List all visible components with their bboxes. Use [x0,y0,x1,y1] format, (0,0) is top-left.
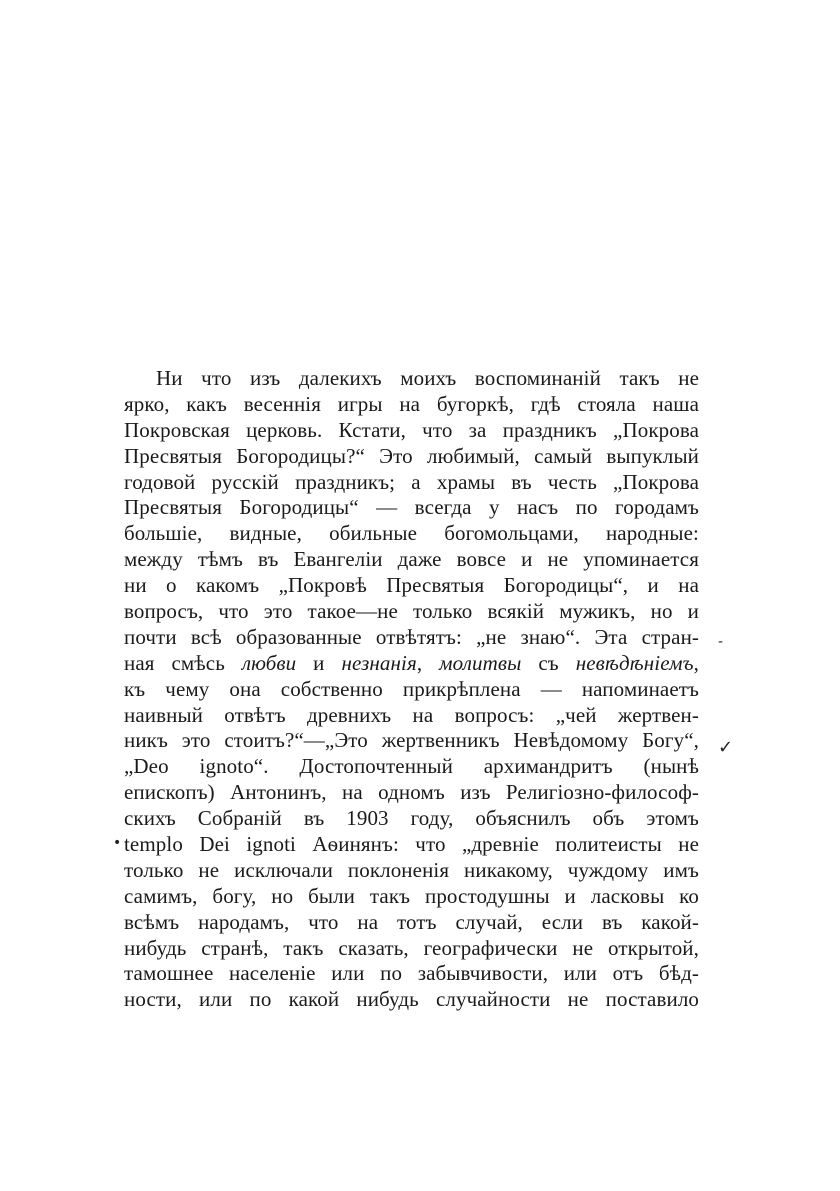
text-run: , [693,650,699,675]
text-line [124,444,699,470]
text-run: , [416,650,440,675]
text-line [124,936,699,962]
text-line [124,392,699,418]
text-run: наивный отвѣтъ древнихъ на вопросъ: „чей жертвен- [124,702,699,727]
text-line [124,599,699,625]
text-line [124,470,699,496]
text-line [124,521,699,547]
text-run: почти всѣ образованные отвѣтятъ: „не знаю“. Эта стран- [124,624,699,649]
text-line [124,754,699,780]
text-line [124,858,699,884]
text-run: большіе, видные, обильные богомольцами, народные: [124,521,699,546]
text-run: самимъ, богу, но были такъ простодушны и ласковы ко [124,883,699,908]
text-run: ности, или по какой нибудь случайности не поставило [124,987,699,1012]
text-line [124,884,699,910]
text-run: ная смѣсь [124,650,242,675]
text-run: скихъ Собраній въ 1903 году, объяснилъ объ этомъ [124,806,699,831]
text-run: Ни что изъ далекихъ моихъ воспоминаній такъ не [156,366,699,390]
text-run: ярко, какъ весеннія игры на бугоркѣ, гдѣ стояла наша [124,391,699,416]
text-line [124,703,699,729]
text-line [124,625,699,651]
text-run: „Deo ignoto“. Достопочтенный архимандритъ (нынѣ [124,754,699,779]
text-line [124,366,699,392]
text-run: templo Dei ignoti Аѳинянъ: что „древніе политеисты не [124,832,699,857]
body-text [124,366,699,1013]
text-line [124,780,699,806]
text-line [124,547,699,573]
text-run: годовой русскій праздникъ; а храмы въ честь „Покрова [124,469,699,494]
text-run: нибудь странѣ, такъ сказать, географически не открытой, [124,935,699,960]
text-line [124,961,699,987]
text-run: Покровская церковь. Кстати, что за праздникъ „Покрова [124,417,699,442]
text-run: съ [521,650,576,675]
italic-phrase: незнанія [341,650,417,675]
text-line [124,910,699,936]
text-line [124,987,699,1013]
italic-phrase: молитвы [439,650,522,675]
margin-mark: - [718,634,724,650]
margin-check-mark: ✓ [718,737,734,758]
text-run: къ чему она собственно прикрѣплена — напоминаетъ [124,676,699,701]
text-line [124,728,699,754]
margin-dot-mark: • [113,835,122,851]
text-run: всѣмъ народамъ, что на тотъ случай, если въ какой- [124,909,699,934]
text-run: только не исключали поклоненія никакому, чуждому имъ [124,857,699,882]
text-line [124,573,699,599]
text-run: Пресвятыя Богородицы?“ Это любимый, самый выпуклый [124,443,699,468]
text-line [124,806,699,832]
italic-phrase: невѣдѣніемъ [575,650,694,675]
text-run: ни о какомъ „Покровѣ Пресвятыя Богородицы“, и на [124,573,699,598]
text-run: Пресвятыя Богородицы“ — всегда у насъ по городамъ [124,495,699,520]
text-run: никъ это стоитъ?“—„Это жертвенникъ Невѣдомому Богу“, [124,728,699,753]
text-line [124,832,699,858]
text-run: вопросъ, что это такое—не только всякій мужикъ, но и [124,599,699,624]
text-run: епископъ) Антонинъ, на одномъ изъ Религіозно-философ- [124,780,699,805]
text-line [124,418,699,444]
text-run: между тѣмъ въ Евангеліи даже вовсе и не упоминается [124,547,699,572]
text-line [124,495,699,521]
text-line [124,677,699,703]
text-run: и [296,650,342,675]
text-line [124,651,699,677]
text-run: тамошнее населеніе или по забывчивости, или отъ бѣд- [124,961,699,986]
italic-phrase: любви [241,650,297,675]
